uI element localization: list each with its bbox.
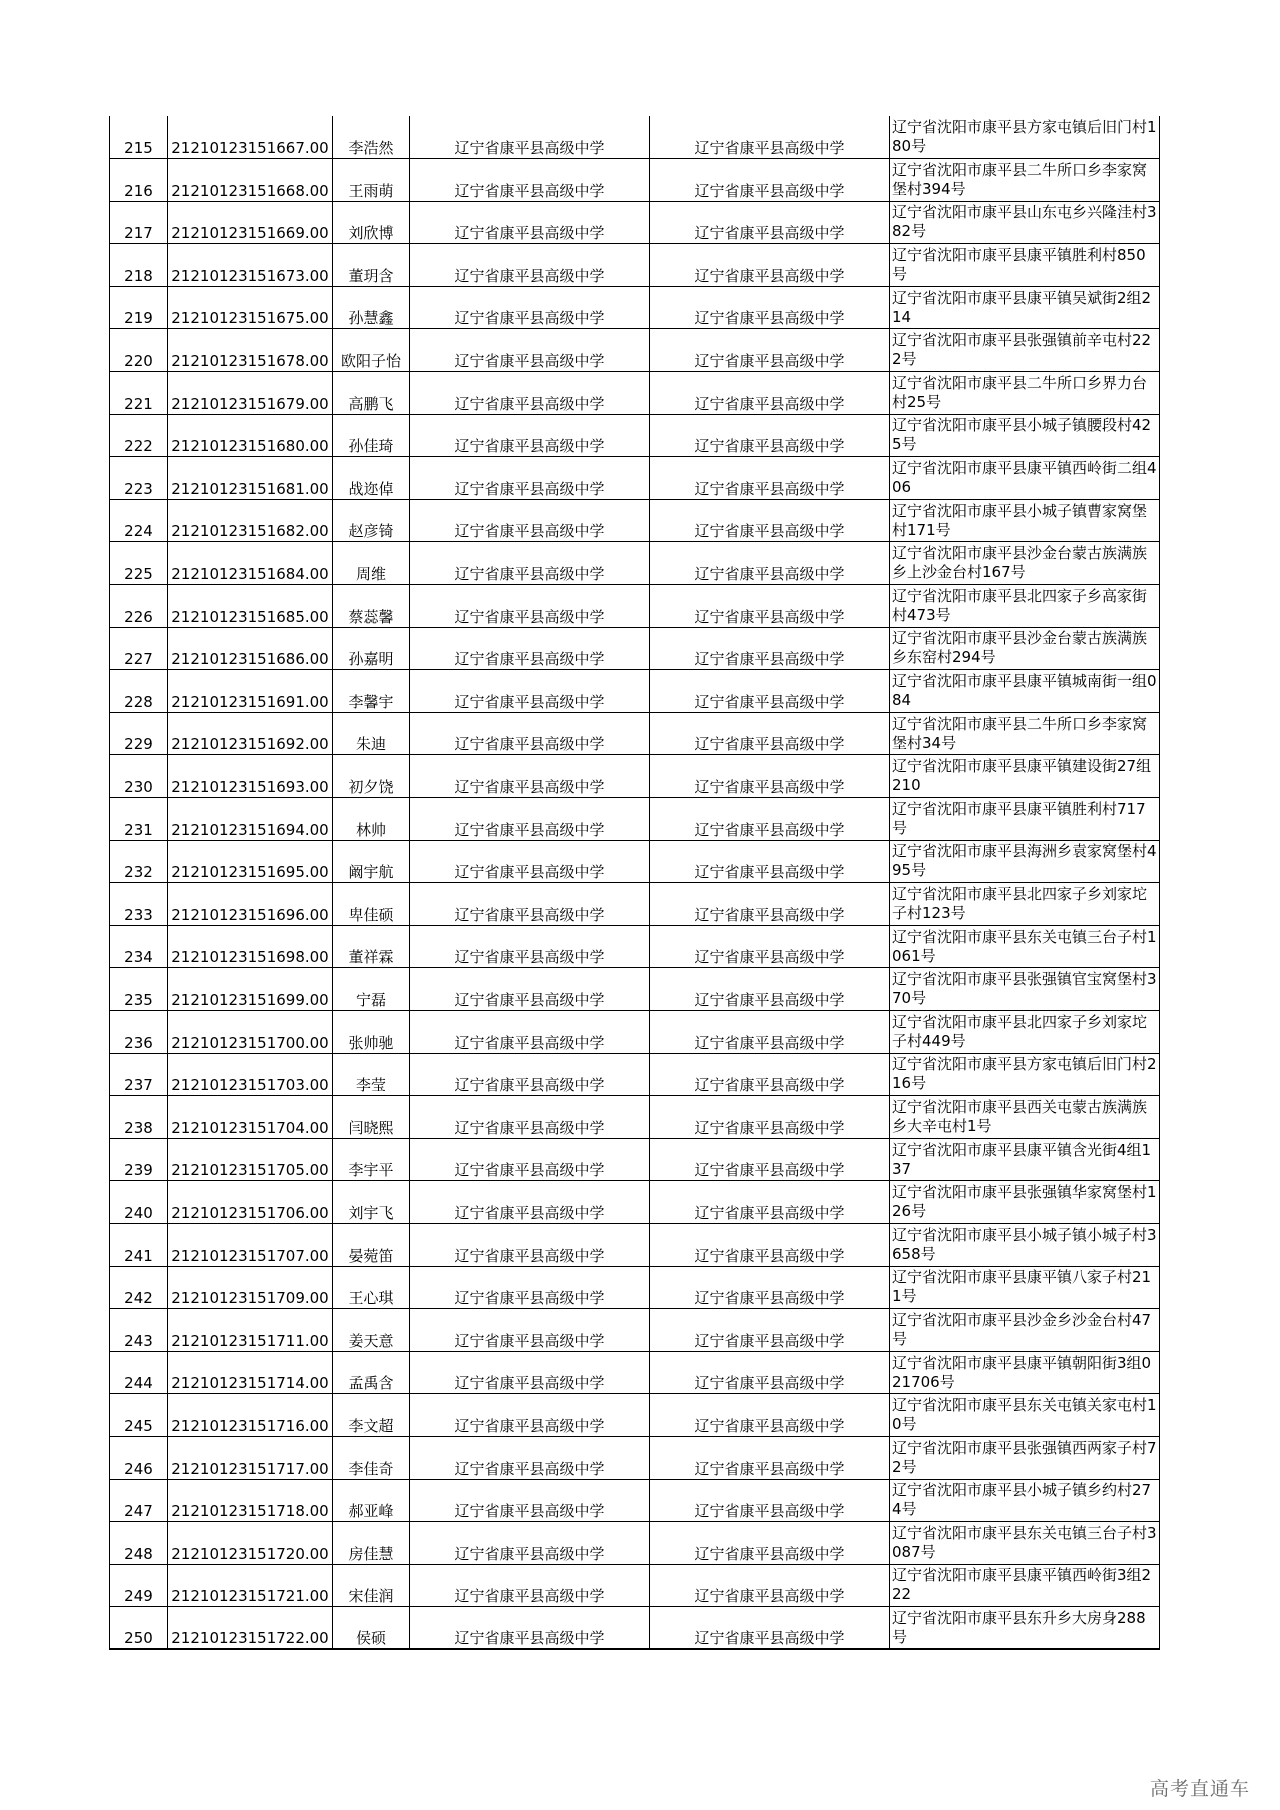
student-roster-table bbox=[109, 116, 1160, 1650]
student-name-cell: 刘宇飞 bbox=[333, 1181, 410, 1224]
graduating-school-cell: 辽宁省康平县高级中学 bbox=[410, 925, 650, 968]
graduating-school-cell: 辽宁省康平县高级中学 bbox=[410, 201, 650, 244]
candidate-id-cell: 21210123151692.00 bbox=[168, 712, 333, 755]
candidate-id-cell: 21210123151720.00 bbox=[168, 1522, 333, 1565]
student-name-cell: 宋佳润 bbox=[333, 1564, 410, 1607]
candidate-id-cell: 21210123151709.00 bbox=[168, 1266, 333, 1309]
graduating-school-cell: 辽宁省康平县高级中学 bbox=[410, 1053, 650, 1096]
row-number-cell: 246 bbox=[110, 1436, 168, 1479]
admitting-school-cell: 辽宁省康平县高级中学 bbox=[650, 1096, 890, 1139]
admitting-school-cell: 辽宁省康平县高级中学 bbox=[650, 201, 890, 244]
row-number-cell: 222 bbox=[110, 414, 168, 457]
student-name-cell: 孙佳琦 bbox=[333, 414, 410, 457]
student-name-cell: 董玥含 bbox=[333, 244, 410, 287]
home-address-cell: 辽宁省沈阳市康平县康平镇胜利村717号 bbox=[890, 798, 1160, 841]
admitting-school-cell: 辽宁省康平县高级中学 bbox=[650, 1010, 890, 1053]
home-address-cell: 辽宁省沈阳市康平县方家屯镇后旧门村216号 bbox=[890, 1053, 1160, 1096]
admitting-school-cell: 辽宁省康平县高级中学 bbox=[650, 457, 890, 500]
candidate-id-cell: 21210123151698.00 bbox=[168, 925, 333, 968]
table-row bbox=[110, 1010, 1160, 1053]
table-row bbox=[110, 457, 1160, 500]
home-address-cell: 辽宁省沈阳市康平县东关屯镇三台子村1061号 bbox=[890, 925, 1160, 968]
table-row bbox=[110, 542, 1160, 585]
graduating-school-cell: 辽宁省康平县高级中学 bbox=[410, 1096, 650, 1139]
student-name-cell: 阚宇航 bbox=[333, 840, 410, 883]
admitting-school-cell: 辽宁省康平县高级中学 bbox=[650, 1181, 890, 1224]
student-name-cell: 房佳慧 bbox=[333, 1522, 410, 1565]
graduating-school-cell: 辽宁省康平县高级中学 bbox=[410, 1607, 650, 1650]
student-name-cell: 宁磊 bbox=[333, 968, 410, 1011]
admitting-school-cell: 辽宁省康平县高级中学 bbox=[650, 542, 890, 585]
table-row bbox=[110, 1096, 1160, 1139]
table-row bbox=[110, 670, 1160, 713]
watermark-text: 高考直通车 bbox=[1149, 1778, 1250, 1800]
candidate-id-cell: 21210123151700.00 bbox=[168, 1010, 333, 1053]
candidate-id-cell: 21210123151703.00 bbox=[168, 1053, 333, 1096]
row-number-cell: 223 bbox=[110, 457, 168, 500]
row-number-cell: 235 bbox=[110, 968, 168, 1011]
row-number-cell: 233 bbox=[110, 883, 168, 926]
admitting-school-cell: 辽宁省康平县高级中学 bbox=[650, 286, 890, 329]
row-number-cell: 216 bbox=[110, 159, 168, 202]
table-row bbox=[110, 627, 1160, 670]
home-address-cell: 辽宁省沈阳市康平县沙金台蒙古族满族乡上沙金台村167号 bbox=[890, 542, 1160, 585]
row-number-cell: 232 bbox=[110, 840, 168, 883]
table-row bbox=[110, 286, 1160, 329]
row-number-cell: 248 bbox=[110, 1522, 168, 1565]
home-address-cell: 辽宁省沈阳市康平县康平镇胜利村850号 bbox=[890, 244, 1160, 287]
table-row bbox=[110, 1394, 1160, 1437]
graduating-school-cell: 辽宁省康平县高级中学 bbox=[410, 1351, 650, 1394]
table-row bbox=[110, 755, 1160, 798]
student-name-cell: 林帅 bbox=[333, 798, 410, 841]
graduating-school-cell: 辽宁省康平县高级中学 bbox=[410, 414, 650, 457]
graduating-school-cell: 辽宁省康平县高级中学 bbox=[410, 840, 650, 883]
graduating-school-cell: 辽宁省康平县高级中学 bbox=[410, 585, 650, 628]
admitting-school-cell: 辽宁省康平县高级中学 bbox=[650, 414, 890, 457]
admitting-school-cell: 辽宁省康平县高级中学 bbox=[650, 329, 890, 372]
student-name-cell: 董祥霖 bbox=[333, 925, 410, 968]
admitting-school-cell: 辽宁省康平县高级中学 bbox=[650, 1522, 890, 1565]
table-row bbox=[110, 968, 1160, 1011]
table-row bbox=[110, 201, 1160, 244]
home-address-cell: 辽宁省沈阳市康平县方家屯镇后旧门村180号 bbox=[890, 116, 1160, 159]
graduating-school-cell: 辽宁省康平县高级中学 bbox=[410, 1394, 650, 1437]
admitting-school-cell: 辽宁省康平县高级中学 bbox=[650, 585, 890, 628]
graduating-school-cell: 辽宁省康平县高级中学 bbox=[410, 1522, 650, 1565]
candidate-id-cell: 21210123151693.00 bbox=[168, 755, 333, 798]
row-number-cell: 234 bbox=[110, 925, 168, 968]
candidate-id-cell: 21210123151691.00 bbox=[168, 670, 333, 713]
home-address-cell: 辽宁省沈阳市康平县张强镇西两家子村72号 bbox=[890, 1436, 1160, 1479]
admitting-school-cell: 辽宁省康平县高级中学 bbox=[650, 244, 890, 287]
student-name-cell: 孙慧鑫 bbox=[333, 286, 410, 329]
candidate-id-cell: 21210123151716.00 bbox=[168, 1394, 333, 1437]
candidate-id-cell: 21210123151684.00 bbox=[168, 542, 333, 585]
graduating-school-cell: 辽宁省康平县高级中学 bbox=[410, 1138, 650, 1181]
graduating-school-cell: 辽宁省康平县高级中学 bbox=[410, 329, 650, 372]
graduating-school-cell: 辽宁省康平县高级中学 bbox=[410, 1436, 650, 1479]
table-row bbox=[110, 499, 1160, 542]
candidate-id-cell: 21210123151669.00 bbox=[168, 201, 333, 244]
candidate-id-cell: 21210123151699.00 bbox=[168, 968, 333, 1011]
student-name-cell: 周维 bbox=[333, 542, 410, 585]
home-address-cell: 辽宁省沈阳市康平县张强镇官宝窝堡村370号 bbox=[890, 968, 1160, 1011]
home-address-cell: 辽宁省沈阳市康平县沙金台蒙古族满族乡东窑村294号 bbox=[890, 627, 1160, 670]
home-address-cell: 辽宁省沈阳市康平县康平镇西岭街3组222 bbox=[890, 1564, 1160, 1607]
graduating-school-cell: 辽宁省康平县高级中学 bbox=[410, 1010, 650, 1053]
graduating-school-cell: 辽宁省康平县高级中学 bbox=[410, 1223, 650, 1266]
row-number-cell: 220 bbox=[110, 329, 168, 372]
graduating-school-cell: 辽宁省康平县高级中学 bbox=[410, 1309, 650, 1352]
row-number-cell: 224 bbox=[110, 499, 168, 542]
home-address-cell: 辽宁省沈阳市康平县小城子镇曹家窝堡村171号 bbox=[890, 499, 1160, 542]
admitting-school-cell: 辽宁省康平县高级中学 bbox=[650, 1436, 890, 1479]
row-number-cell: 221 bbox=[110, 372, 168, 415]
admitting-school-cell: 辽宁省康平县高级中学 bbox=[650, 670, 890, 713]
table-row bbox=[110, 1181, 1160, 1224]
candidate-id-cell: 21210123151682.00 bbox=[168, 499, 333, 542]
table-row bbox=[110, 414, 1160, 457]
table-row bbox=[110, 1053, 1160, 1096]
candidate-id-cell: 21210123151717.00 bbox=[168, 1436, 333, 1479]
admitting-school-cell: 辽宁省康平县高级中学 bbox=[650, 116, 890, 159]
candidate-id-cell: 21210123151668.00 bbox=[168, 159, 333, 202]
row-number-cell: 250 bbox=[110, 1607, 168, 1650]
admitting-school-cell: 辽宁省康平县高级中学 bbox=[650, 755, 890, 798]
home-address-cell: 辽宁省沈阳市康平县康平镇朝阳街3组021706号 bbox=[890, 1351, 1160, 1394]
table-row bbox=[110, 585, 1160, 628]
admitting-school-cell: 辽宁省康平县高级中学 bbox=[650, 372, 890, 415]
student-name-cell: 朱迪 bbox=[333, 712, 410, 755]
table-row bbox=[110, 1436, 1160, 1479]
admitting-school-cell: 辽宁省康平县高级中学 bbox=[650, 968, 890, 1011]
student-name-cell: 李宇平 bbox=[333, 1138, 410, 1181]
candidate-id-cell: 21210123151714.00 bbox=[168, 1351, 333, 1394]
table-row bbox=[110, 1607, 1160, 1650]
candidate-id-cell: 21210123151721.00 bbox=[168, 1564, 333, 1607]
admitting-school-cell: 辽宁省康平县高级中学 bbox=[650, 627, 890, 670]
row-number-cell: 229 bbox=[110, 712, 168, 755]
candidate-id-cell: 21210123151718.00 bbox=[168, 1479, 333, 1522]
admitting-school-cell: 辽宁省康平县高级中学 bbox=[650, 499, 890, 542]
student-name-cell: 闫晓熙 bbox=[333, 1096, 410, 1139]
row-number-cell: 215 bbox=[110, 116, 168, 159]
home-address-cell: 辽宁省沈阳市康平县北四家子乡高家街村473号 bbox=[890, 585, 1160, 628]
home-address-cell: 辽宁省沈阳市康平县小城子镇乡约村274号 bbox=[890, 1479, 1160, 1522]
row-number-cell: 231 bbox=[110, 798, 168, 841]
graduating-school-cell: 辽宁省康平县高级中学 bbox=[410, 372, 650, 415]
row-number-cell: 226 bbox=[110, 585, 168, 628]
table-row bbox=[110, 159, 1160, 202]
admitting-school-cell: 辽宁省康平县高级中学 bbox=[650, 1053, 890, 1096]
row-number-cell: 245 bbox=[110, 1394, 168, 1437]
row-number-cell: 239 bbox=[110, 1138, 168, 1181]
home-address-cell: 辽宁省沈阳市康平县康平镇吴斌街2组214 bbox=[890, 286, 1160, 329]
admitting-school-cell: 辽宁省康平县高级中学 bbox=[650, 1479, 890, 1522]
table-row bbox=[110, 840, 1160, 883]
home-address-cell: 辽宁省沈阳市康平县康平镇城南街一组084 bbox=[890, 670, 1160, 713]
row-number-cell: 243 bbox=[110, 1309, 168, 1352]
student-name-cell: 高鹏飞 bbox=[333, 372, 410, 415]
admitting-school-cell: 辽宁省康平县高级中学 bbox=[650, 1309, 890, 1352]
graduating-school-cell: 辽宁省康平县高级中学 bbox=[410, 286, 650, 329]
student-name-cell: 战迩倬 bbox=[333, 457, 410, 500]
row-number-cell: 244 bbox=[110, 1351, 168, 1394]
home-address-cell: 辽宁省沈阳市康平县康平镇西岭街二组406 bbox=[890, 457, 1160, 500]
student-name-cell: 卑佳硕 bbox=[333, 883, 410, 926]
home-address-cell: 辽宁省沈阳市康平县东升乡大房身288号 bbox=[890, 1607, 1160, 1650]
candidate-id-cell: 21210123151694.00 bbox=[168, 798, 333, 841]
home-address-cell: 辽宁省沈阳市康平县康平镇八家子村211号 bbox=[890, 1266, 1160, 1309]
home-address-cell: 辽宁省沈阳市康平县康平镇含光街4组137 bbox=[890, 1138, 1160, 1181]
row-number-cell: 230 bbox=[110, 755, 168, 798]
graduating-school-cell: 辽宁省康平县高级中学 bbox=[410, 883, 650, 926]
home-address-cell: 辽宁省沈阳市康平县二牛所口乡李家窝堡村394号 bbox=[890, 159, 1160, 202]
admitting-school-cell: 辽宁省康平县高级中学 bbox=[650, 798, 890, 841]
graduating-school-cell: 辽宁省康平县高级中学 bbox=[410, 968, 650, 1011]
row-number-cell: 236 bbox=[110, 1010, 168, 1053]
row-number-cell: 237 bbox=[110, 1053, 168, 1096]
home-address-cell: 辽宁省沈阳市康平县西关屯蒙古族满族乡大辛屯村1号 bbox=[890, 1096, 1160, 1139]
graduating-school-cell: 辽宁省康平县高级中学 bbox=[410, 159, 650, 202]
row-number-cell: 217 bbox=[110, 201, 168, 244]
row-number-cell: 228 bbox=[110, 670, 168, 713]
candidate-id-cell: 21210123151686.00 bbox=[168, 627, 333, 670]
table-row bbox=[110, 1522, 1160, 1565]
admitting-school-cell: 辽宁省康平县高级中学 bbox=[650, 712, 890, 755]
graduating-school-cell: 辽宁省康平县高级中学 bbox=[410, 1564, 650, 1607]
row-number-cell: 249 bbox=[110, 1564, 168, 1607]
home-address-cell: 辽宁省沈阳市康平县二牛所口乡界力台村25号 bbox=[890, 372, 1160, 415]
student-name-cell: 晏菀笛 bbox=[333, 1223, 410, 1266]
home-address-cell: 辽宁省沈阳市康平县东关屯镇三台子村3087号 bbox=[890, 1522, 1160, 1565]
table-row bbox=[110, 244, 1160, 287]
row-number-cell: 219 bbox=[110, 286, 168, 329]
table-row bbox=[110, 1479, 1160, 1522]
table-row bbox=[110, 1266, 1160, 1309]
graduating-school-cell: 辽宁省康平县高级中学 bbox=[410, 755, 650, 798]
home-address-cell: 辽宁省沈阳市康平县二牛所口乡李家窝堡村34号 bbox=[890, 712, 1160, 755]
table-row bbox=[110, 1351, 1160, 1394]
row-number-cell: 240 bbox=[110, 1181, 168, 1224]
admitting-school-cell: 辽宁省康平县高级中学 bbox=[650, 925, 890, 968]
home-address-cell: 辽宁省沈阳市康平县康平镇建设街27组210 bbox=[890, 755, 1160, 798]
admitting-school-cell: 辽宁省康平县高级中学 bbox=[650, 1138, 890, 1181]
admitting-school-cell: 辽宁省康平县高级中学 bbox=[650, 1223, 890, 1266]
table-row bbox=[110, 883, 1160, 926]
student-name-cell: 王雨萌 bbox=[333, 159, 410, 202]
table-row bbox=[110, 798, 1160, 841]
graduating-school-cell: 辽宁省康平县高级中学 bbox=[410, 542, 650, 585]
table-row bbox=[110, 1564, 1160, 1607]
graduating-school-cell: 辽宁省康平县高级中学 bbox=[410, 1479, 650, 1522]
row-number-cell: 242 bbox=[110, 1266, 168, 1309]
student-name-cell: 初夕饶 bbox=[333, 755, 410, 798]
student-name-cell: 孟禹含 bbox=[333, 1351, 410, 1394]
candidate-id-cell: 21210123151704.00 bbox=[168, 1096, 333, 1139]
student-name-cell: 李莹 bbox=[333, 1053, 410, 1096]
graduating-school-cell: 辽宁省康平县高级中学 bbox=[410, 798, 650, 841]
candidate-id-cell: 21210123151673.00 bbox=[168, 244, 333, 287]
admitting-school-cell: 辽宁省康平县高级中学 bbox=[650, 1351, 890, 1394]
home-address-cell: 辽宁省沈阳市康平县张强镇华家窝堡村126号 bbox=[890, 1181, 1160, 1224]
table-row bbox=[110, 1309, 1160, 1352]
student-name-cell: 孙嘉明 bbox=[333, 627, 410, 670]
graduating-school-cell: 辽宁省康平县高级中学 bbox=[410, 499, 650, 542]
home-address-cell: 辽宁省沈阳市康平县海洲乡袁家窝堡村495号 bbox=[890, 840, 1160, 883]
student-name-cell: 姜天意 bbox=[333, 1309, 410, 1352]
row-number-cell: 225 bbox=[110, 542, 168, 585]
admitting-school-cell: 辽宁省康平县高级中学 bbox=[650, 1266, 890, 1309]
row-number-cell: 241 bbox=[110, 1223, 168, 1266]
row-number-cell: 227 bbox=[110, 627, 168, 670]
candidate-id-cell: 21210123151722.00 bbox=[168, 1607, 333, 1650]
candidate-id-cell: 21210123151706.00 bbox=[168, 1181, 333, 1224]
candidate-id-cell: 21210123151705.00 bbox=[168, 1138, 333, 1181]
student-name-cell: 欧阳子怡 bbox=[333, 329, 410, 372]
graduating-school-cell: 辽宁省康平县高级中学 bbox=[410, 712, 650, 755]
candidate-id-cell: 21210123151675.00 bbox=[168, 286, 333, 329]
table-row bbox=[110, 712, 1160, 755]
table-row bbox=[110, 116, 1160, 159]
candidate-id-cell: 21210123151696.00 bbox=[168, 883, 333, 926]
candidate-id-cell: 21210123151667.00 bbox=[168, 116, 333, 159]
candidate-id-cell: 21210123151695.00 bbox=[168, 840, 333, 883]
candidate-id-cell: 21210123151685.00 bbox=[168, 585, 333, 628]
graduating-school-cell: 辽宁省康平县高级中学 bbox=[410, 457, 650, 500]
graduating-school-cell: 辽宁省康平县高级中学 bbox=[410, 1266, 650, 1309]
admitting-school-cell: 辽宁省康平县高级中学 bbox=[650, 1607, 890, 1650]
candidate-id-cell: 21210123151711.00 bbox=[168, 1309, 333, 1352]
home-address-cell: 辽宁省沈阳市康平县北四家子乡刘家坨子村123号 bbox=[890, 883, 1160, 926]
home-address-cell: 辽宁省沈阳市康平县小城子镇小城子村3658号 bbox=[890, 1223, 1160, 1266]
student-name-cell: 赵彦锜 bbox=[333, 499, 410, 542]
candidate-id-cell: 21210123151679.00 bbox=[168, 372, 333, 415]
graduating-school-cell: 辽宁省康平县高级中学 bbox=[410, 116, 650, 159]
admitting-school-cell: 辽宁省康平县高级中学 bbox=[650, 1394, 890, 1437]
graduating-school-cell: 辽宁省康平县高级中学 bbox=[410, 244, 650, 287]
admitting-school-cell: 辽宁省康平县高级中学 bbox=[650, 159, 890, 202]
table-row bbox=[110, 372, 1160, 415]
admitting-school-cell: 辽宁省康平县高级中学 bbox=[650, 840, 890, 883]
graduating-school-cell: 辽宁省康平县高级中学 bbox=[410, 1181, 650, 1224]
student-name-cell: 李馨宇 bbox=[333, 670, 410, 713]
home-address-cell: 辽宁省沈阳市康平县北四家子乡刘家坨子村449号 bbox=[890, 1010, 1160, 1053]
row-number-cell: 238 bbox=[110, 1096, 168, 1139]
admitting-school-cell: 辽宁省康平县高级中学 bbox=[650, 1564, 890, 1607]
candidate-id-cell: 21210123151680.00 bbox=[168, 414, 333, 457]
row-number-cell: 218 bbox=[110, 244, 168, 287]
student-name-cell: 张帅驰 bbox=[333, 1010, 410, 1053]
roster-body bbox=[110, 116, 1160, 1649]
student-name-cell: 李佳奇 bbox=[333, 1436, 410, 1479]
student-name-cell: 李文超 bbox=[333, 1394, 410, 1437]
graduating-school-cell: 辽宁省康平县高级中学 bbox=[410, 627, 650, 670]
home-address-cell: 辽宁省沈阳市康平县东关屯镇关家屯村10号 bbox=[890, 1394, 1160, 1437]
student-name-cell: 侯硕 bbox=[333, 1607, 410, 1650]
home-address-cell: 辽宁省沈阳市康平县沙金乡沙金台村47号 bbox=[890, 1309, 1160, 1352]
table-row bbox=[110, 925, 1160, 968]
candidate-id-cell: 21210123151681.00 bbox=[168, 457, 333, 500]
home-address-cell: 辽宁省沈阳市康平县张强镇前辛屯村222号 bbox=[890, 329, 1160, 372]
student-name-cell: 李浩然 bbox=[333, 116, 410, 159]
candidate-id-cell: 21210123151707.00 bbox=[168, 1223, 333, 1266]
row-number-cell: 247 bbox=[110, 1479, 168, 1522]
student-name-cell: 郝亚峰 bbox=[333, 1479, 410, 1522]
home-address-cell: 辽宁省沈阳市康平县山东屯乡兴隆洼村382号 bbox=[890, 201, 1160, 244]
home-address-cell: 辽宁省沈阳市康平县小城子镇腰段村425号 bbox=[890, 414, 1160, 457]
table-row bbox=[110, 329, 1160, 372]
student-name-cell: 刘欣博 bbox=[333, 201, 410, 244]
table-row bbox=[110, 1138, 1160, 1181]
student-name-cell: 王心琪 bbox=[333, 1266, 410, 1309]
graduating-school-cell: 辽宁省康平县高级中学 bbox=[410, 670, 650, 713]
candidate-id-cell: 21210123151678.00 bbox=[168, 329, 333, 372]
student-name-cell: 蔡蕊馨 bbox=[333, 585, 410, 628]
table-row bbox=[110, 1223, 1160, 1266]
admitting-school-cell: 辽宁省康平县高级中学 bbox=[650, 883, 890, 926]
